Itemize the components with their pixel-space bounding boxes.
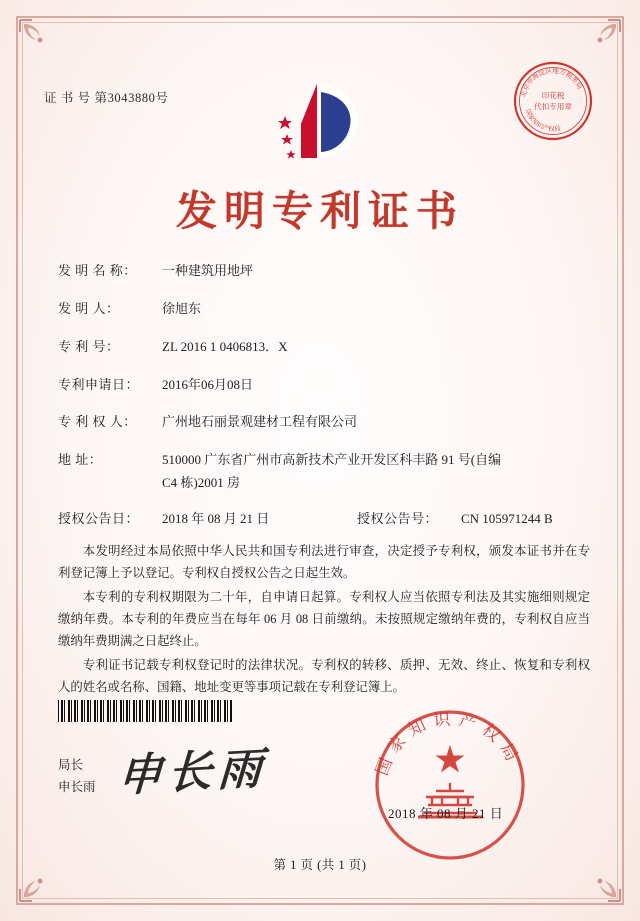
field-row-announcement bbox=[58, 510, 588, 529]
field-row-patentee bbox=[58, 413, 588, 432]
field-row-application-date bbox=[58, 376, 588, 395]
signature-name: 申长雨 bbox=[58, 779, 96, 794]
legal-paragraph-3: 专利证书记载专利权登记时的法律状况。专利权的转移、质押、无效、终止、恢复和专利权人的姓名或名称、国籍、地址变更等事项记载在专利登记簿上。 bbox=[58, 658, 590, 695]
announcement-number-value: CN 105971244 B bbox=[461, 511, 553, 527]
corner-ornament-top-right bbox=[580, 18, 622, 60]
field-label: 发 明 人： bbox=[58, 300, 120, 316]
svg-text:国家知识产权局: 国家知识产权局 bbox=[372, 709, 525, 779]
corner-ornament-top-left bbox=[18, 18, 60, 60]
legal-text bbox=[58, 540, 590, 701]
field-label: 地 址： bbox=[58, 452, 103, 468]
tax-stamp-seal bbox=[512, 60, 594, 142]
field-label: 专 利 号： bbox=[58, 338, 120, 354]
field-value: 510000 广东省广州市高新技术产业开发区科丰路 91 号(自编 bbox=[162, 452, 502, 468]
national-ip-office-seal bbox=[370, 705, 530, 865]
field-row-patent-number bbox=[58, 338, 588, 357]
signature-role: 局长 bbox=[58, 758, 84, 772]
field-value-line2: C4 栋)2001 房 bbox=[162, 475, 241, 491]
barcode bbox=[58, 700, 233, 722]
signature-block bbox=[58, 755, 96, 799]
legal-paragraph-2: 本专利的专利权期限为二十年，自申请日起算。专利权人应当依照专利法及其实施细则规定缴纳年费。本专利的年费应当在每年 06 月 08 日前缴纳。未按照规定缴纳年费的，专利权自应当缴纳年费期满之日起终止。 bbox=[58, 590, 590, 649]
svg-text:代扣专用章: 代扣专用章 bbox=[534, 102, 572, 111]
announcement-date-value: 2018 年 08 月 21 日 bbox=[162, 511, 270, 527]
certificate-number: 证 书 号 第3043880号 bbox=[44, 91, 169, 105]
field-label: 专利申请日： bbox=[58, 376, 140, 392]
svg-text:印花税: 印花税 bbox=[541, 91, 565, 100]
handwritten-signature: 申长雨 bbox=[116, 742, 270, 803]
field-list bbox=[58, 262, 588, 548]
announcement-number-label: 授权公告号： bbox=[357, 511, 439, 527]
field-value: 一种建筑用地坪 bbox=[162, 263, 254, 278]
field-row-inventor bbox=[58, 300, 588, 319]
field-value: 2016年06月08日 bbox=[162, 376, 254, 392]
field-label: 专 利 权 人： bbox=[58, 414, 137, 430]
page-title: 发明专利证书 bbox=[176, 187, 464, 235]
svg-text:国家知识产权局: 国家知识产权局 bbox=[523, 107, 562, 134]
announcement-date-label: 授权公告日： bbox=[58, 511, 140, 527]
field-value: 广州地石丽景观建材工程有限公司 bbox=[162, 414, 358, 430]
legal-paragraph-1: 本发明经过本局依照中华人民共和国专利法进行审查，决定授予专利权，颁发本证书并在专利登记簿上予以登记。专利权自授权公告之日起生效。 bbox=[58, 544, 590, 581]
seal-date: 2018 年 08 月 21 日 bbox=[388, 806, 504, 821]
field-row-invention-name bbox=[58, 262, 588, 281]
page-footer: 第 1 页 (共 1 页) bbox=[273, 858, 367, 872]
field-value: 徐旭东 bbox=[162, 300, 202, 316]
svg-text:北京市海淀区地方税务局: 北京市海淀区地方税务局 bbox=[519, 66, 584, 98]
patent-office-logo-icon bbox=[265, 78, 375, 164]
field-value: ZL 2016 1 0406813．X bbox=[162, 338, 288, 354]
field-row-address bbox=[58, 451, 588, 491]
field-label: 发 明 名 称： bbox=[58, 263, 137, 278]
